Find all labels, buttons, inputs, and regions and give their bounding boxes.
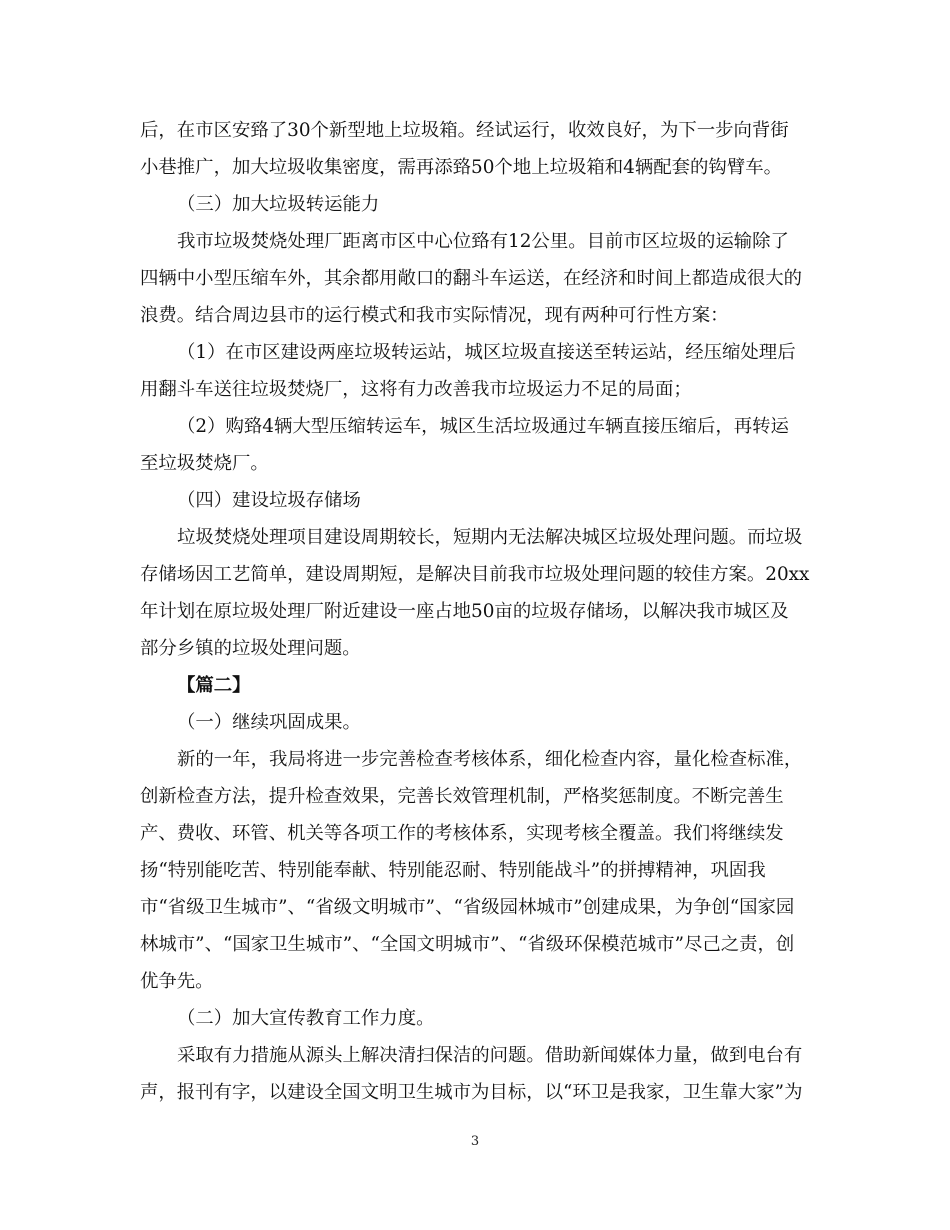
text-line: 小巷推广，加大垃圾收集密度，需再添臵50个地上垃圾箱和4辆配套的钩臂车。 — [140, 157, 782, 178]
text-line: 垃圾焚烧处理项目建设周期较长，短期内无法解决城区垃圾处理问题。而垃圾 — [177, 527, 803, 548]
text-line: 采取有力措施从源头上解决清扫保洁的问题。借助新闻媒体力量，做到电台有 — [177, 1045, 803, 1066]
page-number: 3 — [470, 1134, 480, 1149]
text-line: （一）继续巩固成果。 — [177, 712, 361, 733]
text-line: 声，报刊有字，以建设全国文明卫生城市为目标，以“环卫是我家，卫生靠大家”为 — [140, 1082, 803, 1103]
text-line: 至垃圾焚烧厂。 — [140, 453, 269, 474]
text-line: （三）加大垃圾转运能力 — [177, 194, 380, 215]
text-line: （二）加大宣传教育工作力度。 — [177, 1008, 435, 1029]
document-body — [140, 112, 820, 1111]
text-line: 市“省级卫生城市”、“省级文明城市”、“省级园林城市”创建成果，为争创“国家园 — [140, 897, 795, 918]
text-line: 四辆中小型压缩车外，其余都用敞口的翻斗车运送，在经济和时间上都造成很大的 — [140, 268, 803, 289]
text-line: 我市垃圾焚烧处理厂距离市区中心位臵有12公里。目前市区垃圾的运输除了 — [177, 231, 789, 252]
text-line: （1）在市区建设两座垃圾转运站，城区垃圾直接送至转运站，经压缩处理后 — [177, 342, 796, 363]
text-line: 产、费收、环管、机关等各项工作的考核体系，实现考核全覆盖。我们将继续发 — [140, 823, 784, 844]
text-line: 扬“特别能吃苦、特别能奉献、特别能忍耐、特别能战斗”的拼搏精神，巩固我 — [140, 860, 766, 881]
text-line: 新的一年，我局将进一步完善检查考核体系，细化检查内容，量化检查标准， — [177, 749, 803, 770]
text-line: 林城市”、“国家卫生城市”、“全国文明城市”、“省级环保模范城市”尽己之责，创 — [140, 934, 795, 955]
text-line: 后，在市区安臵了30个新型地上垃圾箱。经试运行，收效良好，为下一步向背街 — [140, 120, 789, 141]
text-line: 存储场因工艺简单，建设周期短，是解决目前我市垃圾处理问题的较佳方案。20xx — [140, 564, 810, 585]
text-line: 创新检查方法，提升检查效果，完善长效管理机制，严格奖惩制度。不断完善生 — [140, 786, 784, 807]
text-line: 浪费。结合周边县市的运行模式和我市实际情况，现有两种可行性方案： — [140, 305, 729, 326]
text-line: 优争先。 — [140, 971, 214, 992]
section-heading: 【篇二】 — [177, 675, 251, 696]
text-line: 部分乡镇的垃圾处理问题。 — [140, 638, 361, 659]
text-line: （四）建设垃圾存储场 — [177, 490, 361, 511]
text-line: 年计划在原垃圾处理厂附近建设一座占地50亩的垃圾存储场，以解决我市城区及 — [140, 601, 789, 622]
text-line: （2）购臵4辆大型压缩转运车，城区生活垃圾通过车辆直接压缩后，再转运 — [177, 416, 789, 437]
text-line: 用翻斗车送往垃圾焚烧厂，这将有力改善我市垃圾运力不足的局面； — [140, 379, 692, 400]
